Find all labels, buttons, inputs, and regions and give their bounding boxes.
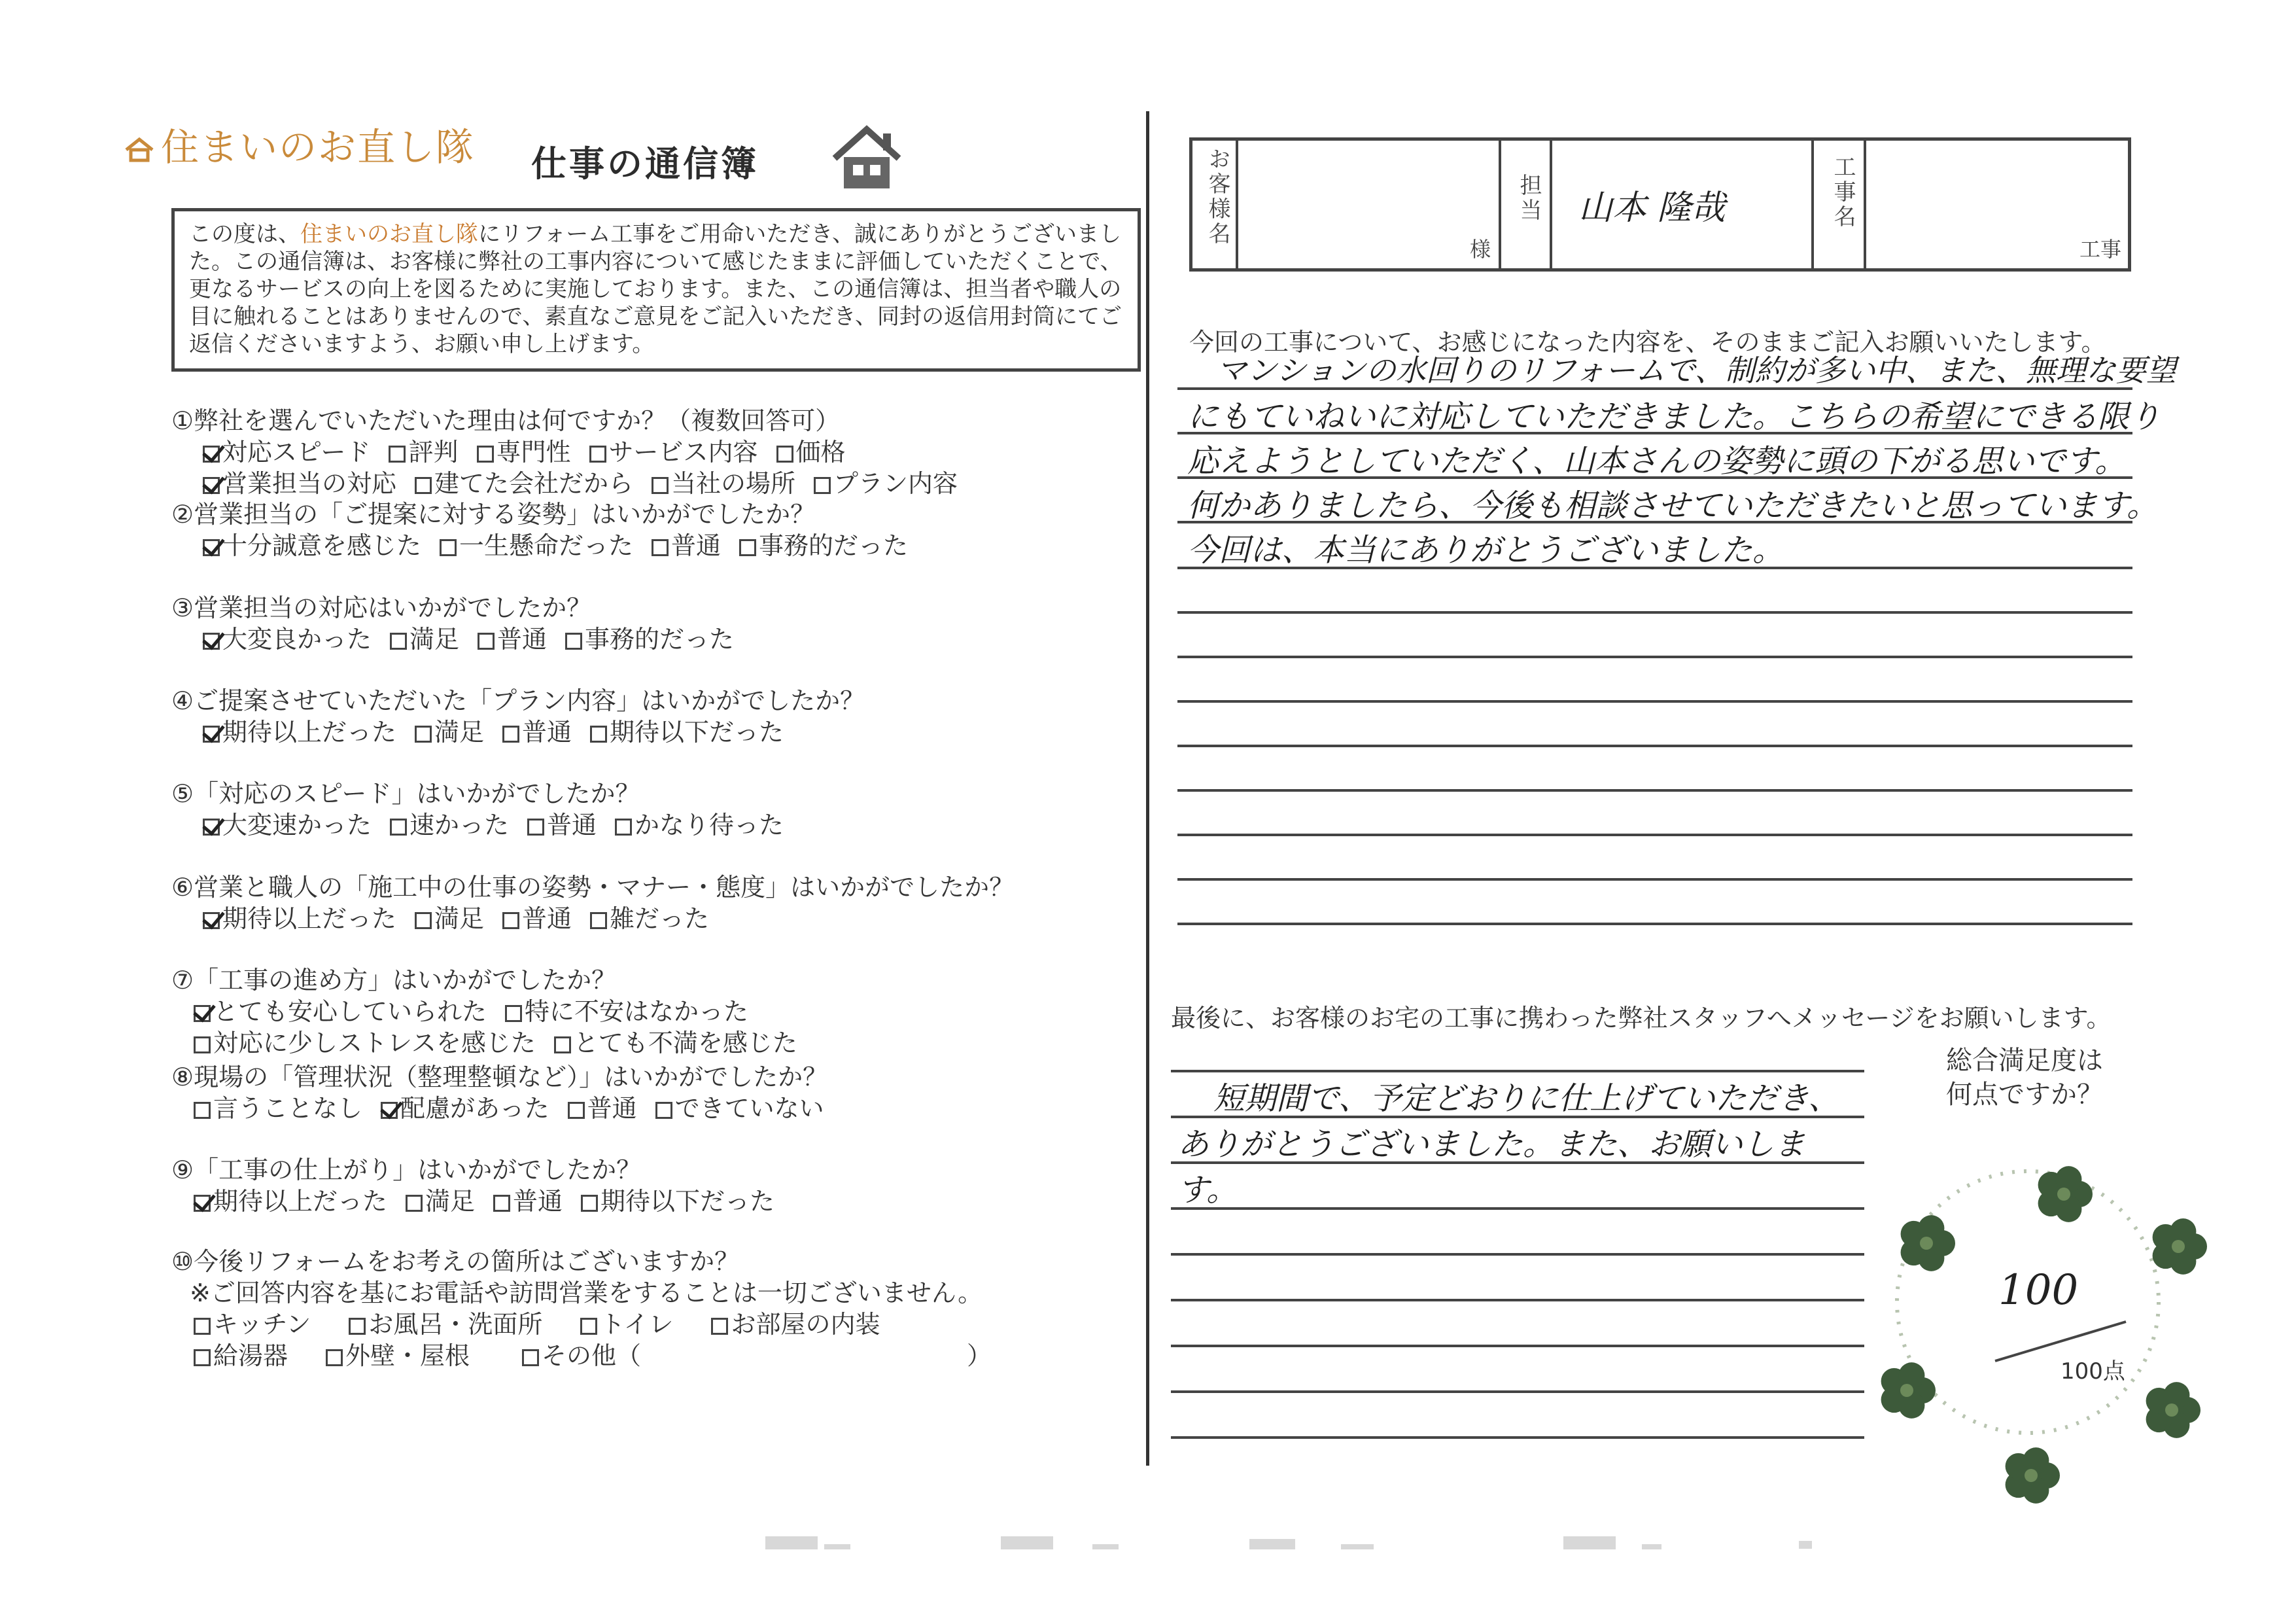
ruled-line bbox=[1171, 1253, 1864, 1256]
option-row bbox=[203, 619, 752, 655]
option-label: 特に不安はなかった bbox=[525, 997, 749, 1026]
option-label: 普通 bbox=[587, 1094, 637, 1123]
ruled-line bbox=[1177, 923, 2132, 925]
question-6: ⑥営業と職人の「施工中の仕事の姿勢・マナー・態度」はいかがでしたか？ bbox=[171, 873, 1015, 902]
checkbox-unchecked[interactable] bbox=[478, 633, 495, 650]
checkbox-unchecked[interactable] bbox=[615, 819, 632, 836]
checkbox-unchecked[interactable] bbox=[194, 1036, 211, 1053]
flower-icon bbox=[2028, 1158, 2100, 1230]
checkbox-unchecked[interactable] bbox=[505, 1005, 522, 1022]
checkbox-unchecked[interactable] bbox=[415, 912, 432, 929]
option-checkbox[interactable] bbox=[194, 1023, 536, 1059]
option-label: できていない bbox=[674, 1094, 824, 1123]
tanto-label: 担当 bbox=[1516, 173, 1542, 223]
checkbox-unchecked[interactable] bbox=[389, 446, 406, 463]
option-checkbox[interactable] bbox=[203, 712, 396, 748]
question-7: ⑦「工事の進め方」はいかがでしたか？ bbox=[171, 966, 617, 995]
option-row bbox=[203, 898, 727, 934]
info-table bbox=[1189, 137, 2131, 272]
option-checkbox[interactable] bbox=[406, 1181, 475, 1217]
checkbox-unchecked[interactable] bbox=[349, 1318, 366, 1335]
option-label: 期待以上だった bbox=[222, 904, 397, 933]
handwritten-comment: 何かありましたら、今後も相談させていただきたいと思っています。 bbox=[1187, 487, 2159, 524]
option-label: 満足 bbox=[425, 1187, 476, 1216]
handwritten-message: す。 bbox=[1177, 1172, 1238, 1209]
option-label: キッチン bbox=[213, 1310, 311, 1339]
option-label: 建てた会社だから bbox=[434, 469, 634, 498]
option-checkbox[interactable] bbox=[203, 898, 396, 934]
option-row bbox=[194, 1335, 992, 1371]
option-label: トイレ bbox=[600, 1310, 674, 1339]
option-checkbox[interactable] bbox=[381, 1088, 549, 1124]
option-label: 期待以上だった bbox=[213, 1187, 388, 1216]
checkbox-unchecked[interactable] bbox=[589, 446, 606, 463]
checkbox-unchecked[interactable] bbox=[776, 446, 793, 463]
option-checkbox[interactable] bbox=[580, 1304, 673, 1340]
intro-text: この度は、 bbox=[189, 221, 300, 247]
house-icon bbox=[831, 124, 903, 193]
intro-brand: 住まいのお直し隊 bbox=[300, 221, 478, 247]
option-checkbox[interactable] bbox=[203, 805, 372, 841]
checkbox-unchecked[interactable] bbox=[568, 1102, 585, 1119]
checkbox-checked[interactable] bbox=[203, 726, 220, 743]
ruled-line bbox=[1177, 834, 2132, 836]
option-checkbox[interactable] bbox=[194, 1088, 362, 1124]
option-checkbox[interactable] bbox=[502, 898, 572, 934]
option-checkbox[interactable] bbox=[389, 432, 458, 468]
handwritten-message: 短期間で、予定どおりに仕上げていただき、 bbox=[1213, 1080, 1840, 1117]
question-9: ⑨「工事の仕上がり」はいかがでしたか？ bbox=[171, 1156, 642, 1184]
checkbox-unchecked[interactable] bbox=[522, 1349, 539, 1366]
question-10: ⑩今後リフォームをお考えの箇所はございますか？ bbox=[171, 1247, 740, 1276]
sama-label: 様 bbox=[1469, 237, 1491, 262]
handwritten-message: ありがとうございました。また、お願いしま bbox=[1177, 1126, 1806, 1163]
checkbox-unchecked[interactable] bbox=[502, 726, 519, 743]
option-label: 期待以上だった bbox=[222, 718, 397, 747]
option-label: 当社の場所 bbox=[671, 469, 796, 498]
customer-name-cell[interactable] bbox=[1238, 141, 1501, 268]
option-checkbox[interactable] bbox=[390, 619, 459, 655]
option-row bbox=[194, 1023, 816, 1059]
checkbox-unchecked[interactable] bbox=[194, 1349, 211, 1366]
kouji-label-cell bbox=[1814, 141, 1866, 268]
close-paren: ） bbox=[967, 1341, 992, 1370]
checkbox-unchecked[interactable] bbox=[440, 539, 457, 556]
option-checkbox[interactable] bbox=[415, 712, 484, 748]
ruled-line bbox=[1177, 878, 2132, 881]
score-label-line1: 総合満足度は bbox=[1946, 1046, 2103, 1076]
option-checkbox[interactable] bbox=[814, 463, 958, 499]
checkbox-checked[interactable] bbox=[203, 819, 220, 836]
checkbox-unchecked[interactable] bbox=[194, 1318, 211, 1335]
option-label: 対応に少しストレスを感じた bbox=[213, 1029, 536, 1057]
ruled-line bbox=[1177, 700, 2132, 703]
checkbox-checked[interactable] bbox=[203, 446, 220, 463]
option-label: 普通 bbox=[522, 718, 572, 747]
ruled-line bbox=[1171, 1345, 1864, 1347]
message-prompt: 最後に、お客様のお宅の工事に携わった弊社スタッフへメッセージをお願いします。 bbox=[1171, 1004, 2112, 1033]
option-checkbox[interactable] bbox=[776, 432, 846, 468]
checkbox-unchecked[interactable] bbox=[652, 477, 669, 494]
score-value[interactable]: 100 bbox=[1998, 1266, 2079, 1315]
ruled-line bbox=[1171, 1436, 1864, 1439]
option-checkbox[interactable] bbox=[568, 1088, 637, 1124]
option-checkbox[interactable] bbox=[590, 712, 784, 748]
checkbox-checked[interactable] bbox=[194, 1005, 211, 1022]
question-2: ②営業担当の「ご提案に対する姿勢」はいかがでしたか？ bbox=[171, 500, 816, 529]
option-checkbox[interactable] bbox=[440, 525, 633, 561]
checkbox-unchecked[interactable] bbox=[406, 1195, 423, 1212]
option-checkbox[interactable] bbox=[477, 432, 571, 468]
brand-name: 住まいのお直し隊 bbox=[161, 125, 476, 169]
option-checkbox[interactable] bbox=[194, 1304, 311, 1340]
question-4: ④ご提案させていただいた「プラン内容」はいかがでしたか？ bbox=[171, 686, 865, 715]
option-checkbox[interactable] bbox=[478, 619, 547, 655]
option-label: 満足 bbox=[409, 625, 460, 654]
kouji-suffix: 工事 bbox=[2079, 237, 2121, 262]
flower-icon bbox=[2136, 1374, 2208, 1446]
option-label: 営業担当の対応 bbox=[222, 469, 397, 498]
option-checkbox[interactable] bbox=[194, 1335, 288, 1371]
ruled-line bbox=[1177, 611, 2132, 614]
option-label: 事務的だった bbox=[759, 531, 909, 560]
option-label: 言うことなし bbox=[213, 1094, 363, 1123]
option-label: かなり待った bbox=[635, 811, 784, 839]
checkbox-unchecked[interactable] bbox=[711, 1318, 728, 1335]
checkbox-unchecked[interactable] bbox=[527, 819, 544, 836]
kouji-label: 工事名 bbox=[1830, 155, 1856, 230]
checkbox-unchecked[interactable] bbox=[477, 446, 494, 463]
option-label: 事務的だった bbox=[585, 625, 735, 654]
ruled-line bbox=[1177, 789, 2132, 792]
checkbox-unchecked[interactable] bbox=[554, 1036, 571, 1053]
flower-icon bbox=[2142, 1210, 2214, 1282]
option-label: 大変良かった bbox=[222, 625, 372, 654]
option-label: 普通 bbox=[522, 904, 572, 933]
option-row bbox=[194, 1088, 843, 1124]
checkbox-unchecked[interactable] bbox=[390, 633, 407, 650]
score-max: 100点 bbox=[2061, 1358, 2125, 1385]
option-label: 大変速かった bbox=[222, 811, 372, 839]
option-label: 給湯器 bbox=[213, 1341, 288, 1370]
kouji-cell[interactable] bbox=[1866, 141, 2129, 268]
option-row bbox=[194, 1304, 918, 1340]
option-checkbox[interactable] bbox=[194, 991, 487, 1027]
option-checkbox[interactable] bbox=[527, 805, 597, 841]
ruled-line bbox=[1171, 1070, 1864, 1072]
footer-decoration bbox=[752, 1525, 1864, 1557]
option-checkbox[interactable] bbox=[203, 432, 370, 468]
flower-icon bbox=[1890, 1207, 1962, 1279]
option-row bbox=[194, 1181, 793, 1217]
option-label: 速かった bbox=[409, 811, 510, 839]
option-checkbox[interactable] bbox=[655, 1088, 824, 1124]
option-checkbox[interactable] bbox=[739, 525, 908, 561]
option-checkbox[interactable] bbox=[581, 1181, 774, 1217]
ruled-line bbox=[1171, 1390, 1864, 1393]
question-8: ⑧現場の「管理状況（整理整頓など）」はいかがでしたか？ bbox=[171, 1063, 828, 1091]
option-label: お風呂・洗面所 bbox=[368, 1310, 543, 1339]
option-checkbox[interactable] bbox=[203, 619, 372, 655]
checkbox-checked[interactable] bbox=[381, 1102, 398, 1119]
tanto-value: 山本 隆哉 bbox=[1578, 188, 1726, 228]
score-label-line2: 何点ですか？ bbox=[1946, 1080, 2103, 1110]
option-label: お部屋の内装 bbox=[731, 1310, 880, 1339]
option-label: 一生懸命だった bbox=[459, 531, 634, 560]
option-label: 満足 bbox=[434, 718, 485, 747]
checkbox-unchecked[interactable] bbox=[415, 477, 432, 494]
option-checkbox[interactable] bbox=[390, 805, 509, 841]
option-checkbox[interactable] bbox=[711, 1304, 880, 1340]
option-row bbox=[194, 991, 767, 1027]
option-checkbox[interactable] bbox=[349, 1304, 542, 1340]
checkbox-unchecked[interactable] bbox=[590, 912, 607, 929]
divider bbox=[1146, 111, 1149, 1466]
option-row bbox=[203, 432, 864, 468]
checkbox-unchecked[interactable] bbox=[326, 1349, 343, 1366]
customer-label: お客様名 bbox=[1204, 147, 1230, 247]
tanto-label-cell bbox=[1501, 141, 1552, 268]
option-checkbox[interactable] bbox=[203, 525, 421, 561]
checkbox-unchecked[interactable] bbox=[415, 726, 432, 743]
option-checkbox[interactable] bbox=[522, 1335, 641, 1371]
checkbox-unchecked[interactable] bbox=[814, 477, 831, 494]
option-label: プラン内容 bbox=[833, 469, 958, 498]
intro-box bbox=[171, 208, 1141, 372]
ruled-line bbox=[1171, 1207, 1864, 1210]
ruled-line bbox=[1177, 745, 2132, 747]
option-checkbox[interactable] bbox=[502, 712, 572, 748]
flower-icon bbox=[1871, 1354, 1943, 1426]
question-1: ①弊社を選んでいただいた理由は何ですか？（複数回答可） bbox=[171, 406, 841, 435]
option-label: サービス内容 bbox=[608, 438, 758, 467]
page-title: 仕事の通信簿 bbox=[531, 143, 759, 185]
option-label: 配慮があった bbox=[400, 1094, 549, 1123]
option-label: 対応スピード bbox=[222, 438, 371, 467]
checkbox-checked[interactable] bbox=[203, 633, 220, 650]
handwritten-comment: 今回は、本当にありがとうございました。 bbox=[1187, 532, 1784, 569]
option-checkbox[interactable] bbox=[554, 1023, 797, 1059]
option-label: 普通 bbox=[513, 1187, 563, 1216]
option-checkbox[interactable] bbox=[415, 898, 484, 934]
option-label: その他（ bbox=[542, 1341, 642, 1370]
intro-text: にリフォーム工事をご用命いただき、誠にありがとうございました。この通信簿は、お客様に弊社の工事内容について感じたままに評価していただくことで、更なるサービスの向上を図るために実施しております。また、この通信簿は、担当者や職人の目に触れることはありませんので、素直なご意見をご記入いただき、同封の返信用封筒にてご返信くださいますよう、お願い申し上げます。 bbox=[189, 221, 1122, 357]
checkbox-unchecked[interactable] bbox=[194, 1102, 211, 1119]
checkbox-unchecked[interactable] bbox=[581, 1195, 598, 1212]
option-checkbox[interactable] bbox=[505, 991, 748, 1027]
option-label: 雑だった bbox=[610, 904, 710, 933]
ruled-line bbox=[1177, 656, 2132, 658]
option-label: 十分誠意を感じた bbox=[222, 531, 422, 560]
checkbox-checked[interactable] bbox=[203, 477, 220, 494]
option-label: 普通 bbox=[547, 811, 597, 839]
checkbox-unchecked[interactable] bbox=[565, 633, 582, 650]
option-checkbox[interactable] bbox=[194, 1181, 387, 1217]
option-checkbox[interactable] bbox=[589, 432, 758, 468]
option-label: 満足 bbox=[434, 904, 485, 933]
option-checkbox[interactable] bbox=[326, 1335, 470, 1371]
checkbox-unchecked[interactable] bbox=[580, 1318, 597, 1335]
option-label: とても不満を感じた bbox=[573, 1029, 797, 1057]
option-label: 期待以下だった bbox=[610, 718, 784, 747]
ruled-line bbox=[1171, 1299, 1864, 1301]
checkbox-unchecked[interactable] bbox=[652, 539, 669, 556]
option-checkbox[interactable] bbox=[493, 1181, 563, 1217]
option-label: 期待以下だった bbox=[600, 1187, 775, 1216]
handwritten-comment: にもていねいに対応していただきました。こちらの希望にできる限り bbox=[1187, 398, 2161, 435]
handwritten-comment: マンションの水回りのリフォームで、制約が多い中、また、無理な要望 bbox=[1217, 353, 2176, 388]
option-label: 外壁・屋根 bbox=[345, 1341, 470, 1370]
flower-icon bbox=[1995, 1439, 2067, 1511]
option-label: 普通 bbox=[497, 625, 548, 654]
option-label: 評判 bbox=[408, 438, 459, 467]
checkbox-unchecked[interactable] bbox=[590, 726, 607, 743]
option-checkbox[interactable] bbox=[590, 898, 709, 934]
question-5: ⑤「対応のスピード」はいかがでしたか？ bbox=[171, 779, 640, 808]
checkbox-unchecked[interactable] bbox=[739, 539, 756, 556]
tanto-cell[interactable] bbox=[1552, 141, 1814, 268]
score-label bbox=[1946, 1044, 2103, 1112]
option-label: 価格 bbox=[795, 438, 846, 467]
customer-label-cell bbox=[1192, 141, 1238, 268]
house-icon bbox=[124, 137, 154, 163]
checkbox-checked[interactable] bbox=[203, 539, 220, 556]
option-row bbox=[203, 805, 802, 841]
handwritten-comment: 応えようとしていただく、山本さんの姿勢に頭の下がる思いです。 bbox=[1187, 443, 2127, 480]
option-label: とても安心していられた bbox=[213, 997, 487, 1026]
checkbox-unchecked[interactable] bbox=[390, 819, 407, 836]
option-label: 普通 bbox=[671, 531, 722, 560]
option-row bbox=[203, 712, 802, 748]
checkbox-checked[interactable] bbox=[194, 1195, 211, 1212]
option-checkbox[interactable] bbox=[565, 619, 734, 655]
question-3: ③営業担当の対応はいかがでしたか？ bbox=[171, 593, 592, 622]
brand-logo bbox=[124, 116, 475, 171]
option-checkbox[interactable] bbox=[615, 805, 784, 841]
comment-prompt: 今回の工事について、お感じになった内容を、そのままご記入お願いいたします。 bbox=[1189, 328, 2106, 357]
option-label: 専門性 bbox=[496, 438, 571, 467]
option-row bbox=[203, 525, 926, 561]
checkbox-unchecked[interactable] bbox=[502, 912, 519, 929]
checkbox-checked[interactable] bbox=[203, 912, 220, 929]
checkbox-unchecked[interactable] bbox=[493, 1195, 510, 1212]
checkbox-unchecked[interactable] bbox=[655, 1102, 672, 1119]
question-note: ※ご回答内容を基にお電話や訪問営業をすることは一切ございません。 bbox=[190, 1279, 983, 1307]
option-checkbox[interactable] bbox=[652, 525, 721, 561]
